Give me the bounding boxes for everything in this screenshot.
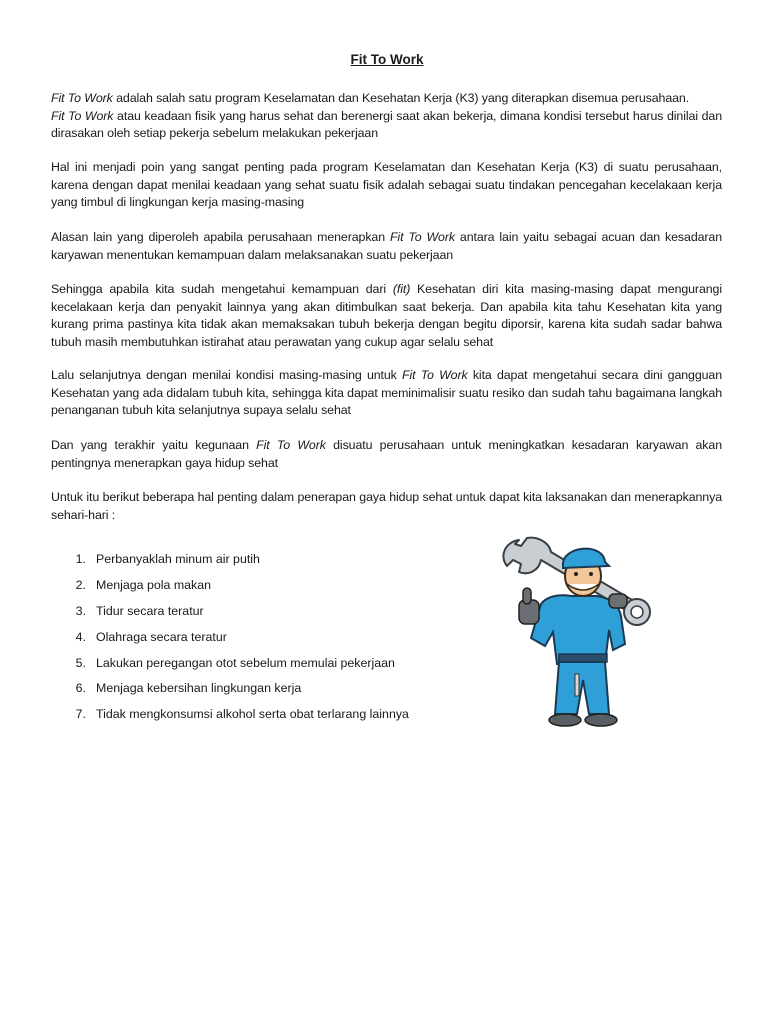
paragraph-6 [51,437,722,472]
paragraph-1-line-1 [51,90,722,108]
paragraph-1-line-2 [51,109,722,141]
paragraph-5 [51,367,722,420]
paragraph-4 [51,281,722,351]
paragraph-4-text-a: Sehingga apabila kita sudah mengetahui kemampuan dari [51,282,393,296]
fit-to-work-term: Fit To Work [256,438,326,452]
list-item-number: 3. [75,603,86,618]
list-item-number: 6. [75,681,86,696]
paragraph-2: Hal ini menjadi poin yang sangat penting pada program Keselamatan dan Kesehatan Kerja (K3) di suatu perusahaan, karena dengan dapat menilai keadaan yang sehat suatu fisik adalah sebagai suatu tindakan pencegahan kecelakaan kerja yang timbul di lingkungan kerja masing-masing [51,160,722,209]
paragraph-1-text-a: adalah salah satu program Keselamatan dan Kesehatan Kerja (K3) yang diterapkan disemua perusahaan. [112,91,690,105]
paragraph-6-text-a: Dan yang terakhir yaitu kegunaan [51,438,257,452]
list-item-number: 2. [75,577,86,592]
fit-term: (fit) [392,282,411,296]
list-item-text: Menjaga kebersihan lingkungan kerja [96,681,302,696]
list-item-text: Olahraga secara teratur [96,629,227,644]
list-item-text: Tidur secara teratur [96,603,204,618]
paragraph-3-text-b: antara lain yaitu sebagai acuan dan kesadaran karyawan menentukan kemampuan dalam melaksanakan suatu pekerjaan [51,230,723,262]
list-item-number: 5. [75,655,86,670]
paragraph-4-text-b: Kesehatan diri kita masing-masing dapat mengurangi kecelakaan kerja dan penyakit lainnya yang akan ditimbulkan saat bekerja. Dan apabila kita tahu Kesehatan kita yang kurang prima pastinya kita tidak akan memaksakan tubuh bekerja dengan begitu diporsir, karena kita sudah sadar bahwa tubuh masih membutuhkan istirahat atau perawatan yang cukup agar selalu sehat [51,282,722,349]
paragraph-5-text-a: Lalu selanjutnya dengan menilai kondisi masing-masing untuk [51,368,403,382]
mechanic-figure [519,588,627,726]
list-item-number: 7. [75,707,86,722]
fit-to-work-term: Fit To Work [51,91,113,105]
fit-to-work-term: Fit To Work [51,108,114,123]
mechanic-mascot-illustration [497,534,657,729]
list-item-number: 4. [75,629,86,644]
paragraph-1-text-b: atau keadaan fisik yang harus sehat dan berenergi saat akan bekerja, dimana kondisi tersebut harus dinilai dan dirasakan oleh setiap pekerja sebelum melakukan pekerjaan [51,108,722,140]
paragraph-1 [51,90,722,143]
paragraph-7: Untuk itu berikut beberapa hal penting dalam penerapan gaya hidup sehat untuk dapat kita laksanakan dan menerapkannya sehari-hari : [51,490,722,522]
list-item-number: 1. [75,552,86,566]
paragraph-3-text-a: Alasan lain yang diperoleh apabila perusahaan menerapkan [51,230,390,244]
paragraph-5-text-b: kita dapat mengetahui secara dini gangguan Kesehatan yang ada didalam tubuh kita, sehingga kita dapat meminimalisir suatu resiko dan sudah tahu bagaimana langkah penanganan tubuh kita selanjutnya supaya selalu sehat [51,368,722,417]
list-item-text: Lakukan peregangan otot sebelum memulai pekerjaan [96,655,395,670]
paragraph-6-text-b: disuatu perusahaan untuk meningkatkan kesadaran karyawan akan pentingnya menerapkan gaya hidup sehat [51,438,722,470]
fit-to-work-term: Fit To Work [402,368,468,382]
list-item-text: Menjaga pola makan [96,577,212,592]
list-item-text: Perbanyaklah minum air putih [96,552,260,566]
paragraph-3 [51,229,722,264]
list-item-text: Tidak mengkonsumsi alkohol serta obat terlarang lainnya [96,707,409,722]
fit-to-work-term: Fit To Work [389,230,455,244]
document-title: Fit To Work [350,52,424,67]
